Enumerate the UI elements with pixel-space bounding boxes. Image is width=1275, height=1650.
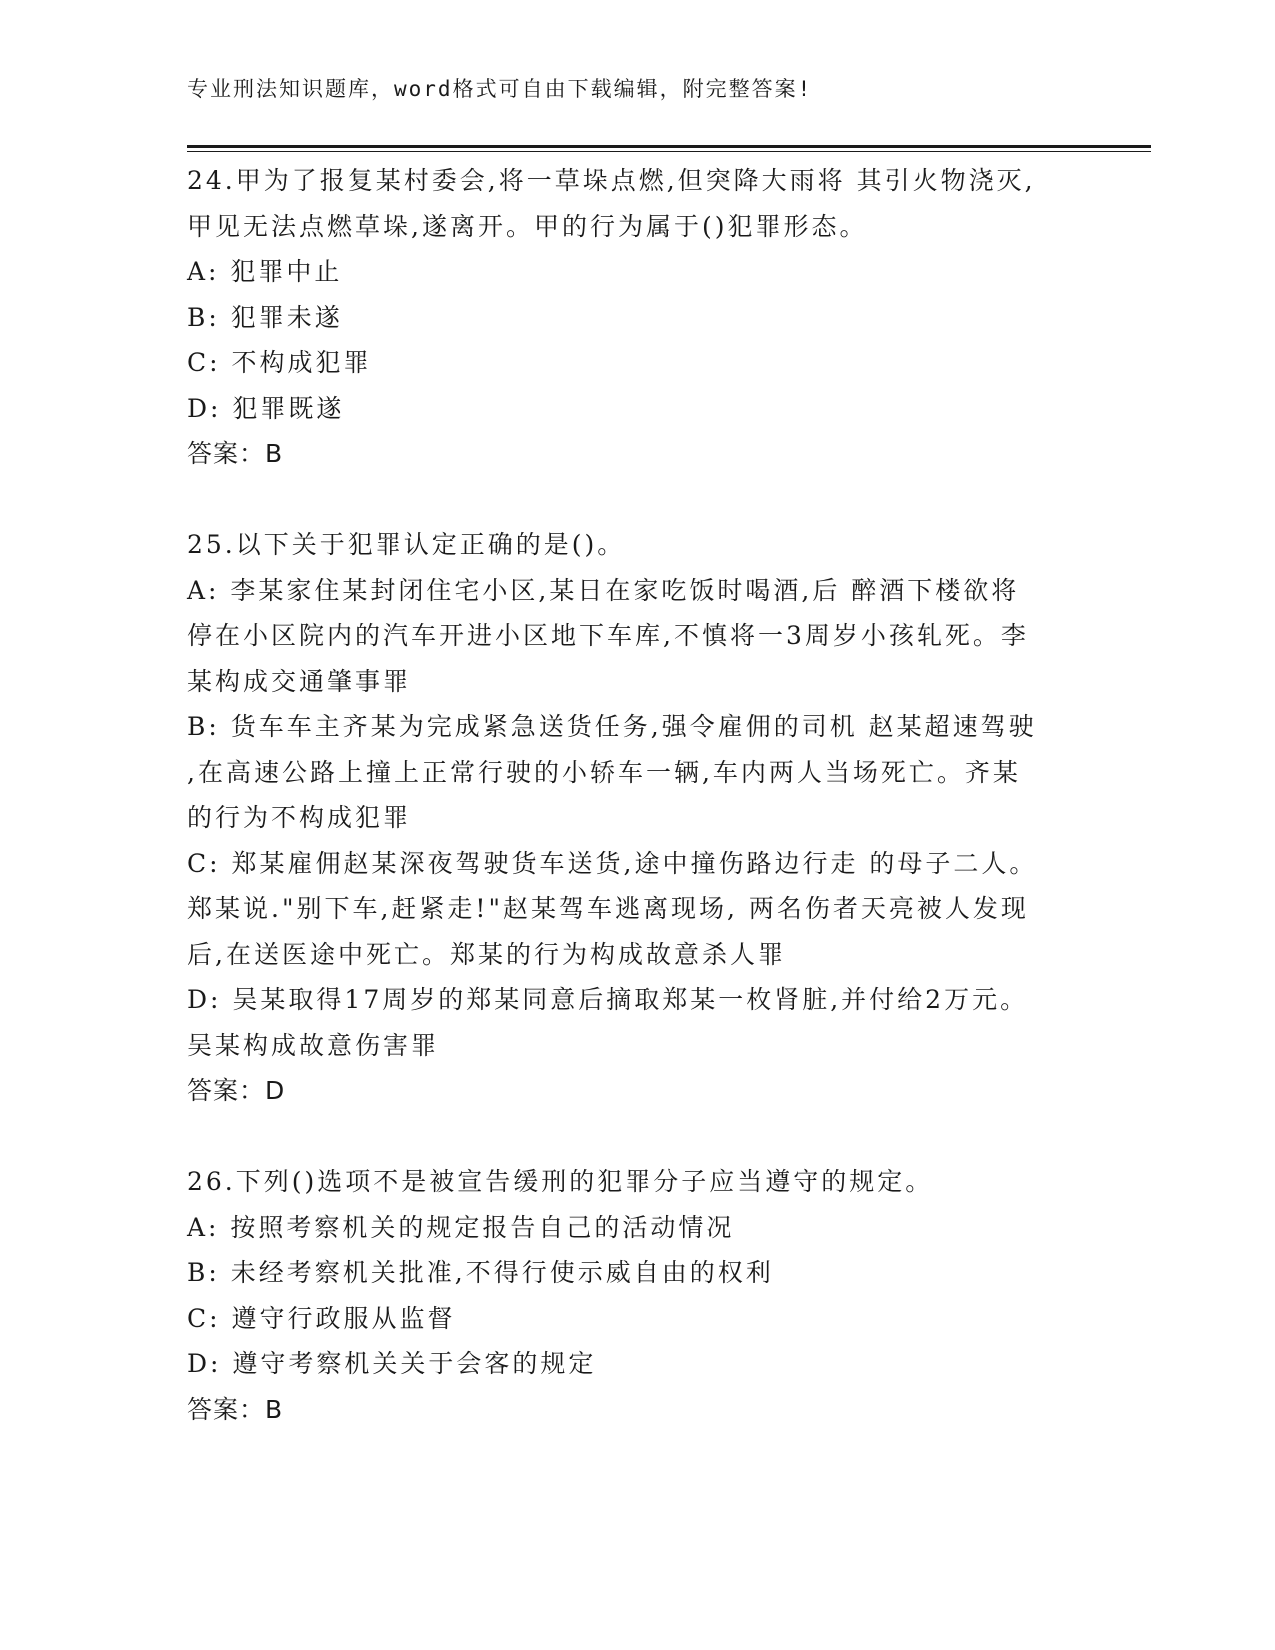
- question-26: [187, 1159, 1087, 1432]
- option-b-continued: ,在高速公路上撞上正常行驶的小轿车一辆,车内两人当场死亡。齐某: [187, 757, 1021, 787]
- question-25: [187, 522, 1087, 1114]
- header-rule-thick: [187, 145, 1151, 148]
- question-list: [187, 158, 1087, 1432]
- question-stem-line: 25.以下关于犯罪认定正确的是()。: [187, 530, 626, 559]
- option-b: B: 未经考察机关批准,不得行使示威自由的权利: [187, 1258, 774, 1287]
- option-a-continued: 某构成交通肇事罪: [187, 666, 412, 696]
- page-header: 专业刑法知识题库，word格式可自由下载编辑，附完整答案!: [187, 77, 813, 101]
- question-stem-line: 24.甲为了报复某村委会,将一草垛点燃,但突降大雨将 其引火物浇灭,: [187, 166, 1036, 195]
- option-a-continued: 停在小区院内的汽车开进小区地下车库,不慎将一3周岁小孩轧死。李: [187, 621, 1029, 650]
- option-d: D: 遵守考察机关关于会客的规定: [187, 1349, 597, 1378]
- option-c-continued: 郑某说."别下车,赶紧走!"赵某驾车逃离现场, 两名伤者天亮被人发现: [187, 894, 1029, 923]
- option-b: B: 货车车主齐某为完成紧急送货任务,强令雇佣的司机 赵某超速驾驶: [187, 712, 1037, 741]
- answer-label: 答案：B: [187, 1394, 284, 1424]
- option-c: C: 不构成犯罪: [187, 348, 372, 377]
- question-stem-line: 26.下列()选项不是被宣告缓刑的犯罪分子应当遵守的规定。: [187, 1167, 934, 1196]
- option-d-continued: 吴某构成故意伤害罪: [187, 1030, 440, 1060]
- answer-label: 答案：B: [187, 439, 284, 468]
- option-a: A: 按照考察机关的规定报告自己的活动情况: [187, 1212, 735, 1242]
- option-d: D: 吴某取得17周岁的郑某同意后摘取郑某一枚肾脏,并付给2万元。: [187, 985, 1029, 1014]
- answer-label: 答案：D: [187, 1076, 286, 1105]
- option-c-continued: 后,在送医途中死亡。郑某的行为构成故意杀人罪: [187, 939, 786, 969]
- option-a: A: 李某家住某封闭住宅小区,某日在家吃饭时喝酒,后 醉酒下楼欲将: [187, 575, 1020, 605]
- option-b-continued: 的行为不构成犯罪: [187, 803, 412, 832]
- option-c: C: 郑某雇佣赵某深夜驾驶货车送货,途中撞伤路边行走 的母子二人。: [187, 848, 1038, 878]
- option-a: A: 犯罪中止: [187, 257, 343, 286]
- option-b: B: 犯罪未遂: [187, 302, 343, 332]
- option-c: C: 遵守行政服从监督: [187, 1303, 456, 1333]
- question-24: [187, 158, 1087, 477]
- option-d: D: 犯罪既遂: [187, 393, 345, 423]
- header-rule-thin: [187, 151, 1151, 152]
- question-stem-line: 甲见无法点燃草垛,遂离开。甲的行为属于()犯罪形态。: [187, 211, 868, 241]
